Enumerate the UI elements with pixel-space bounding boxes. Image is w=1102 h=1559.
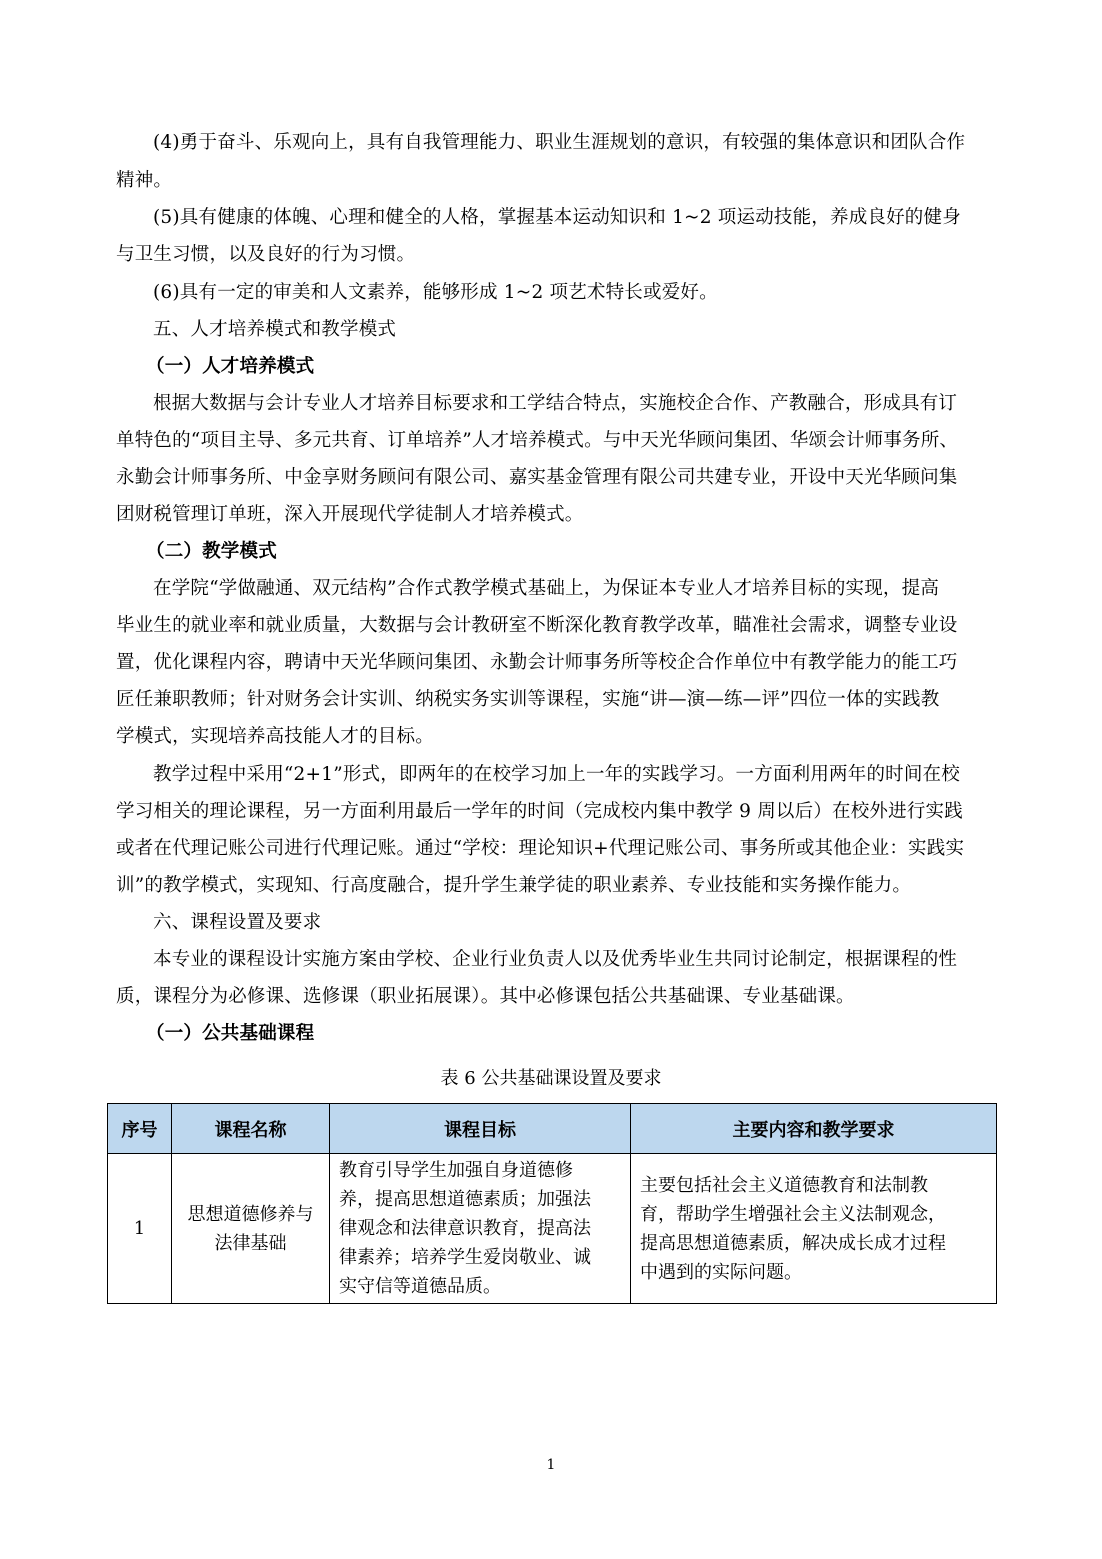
content-line-1: 主要包括社会主义道德教育和法制教 [640,1174,928,1196]
subsection-teaching-model-heading: （二）教学模式 [146,541,277,562]
talent-model-line-2: 单特色的“项目主导、多元共育、订单培养”人才培养模式。与中天光华顾问集团、华颂会计师事务所、 [116,430,959,451]
section-6-heading: 六、课程设置及要求 [153,912,322,933]
teaching-process-line-2: 学习相关的理论课程，另一方面利用最后一学年的时间（完成校内集中教学 9 周以后）在校外进行实践 [116,801,963,822]
paragraph-item-4-line-2: 精神。 [116,170,173,191]
table-row [108,1154,997,1304]
paragraph-item-5-line-1: (5)具有健康的体魄、心理和健全的人格，掌握基本运动知识和 1~2 项运动技能，养成良好的健身 [153,207,961,228]
header-content-requirements: 主要内容和教学要求 [631,1104,997,1154]
goal-line-1: 教育引导学生加强自身道德修 [339,1160,573,1181]
content-line-3: 提高思想道德素质，解决成长成才过程 [640,1232,946,1254]
header-course-name: 课程名称 [172,1104,330,1154]
section-5-heading: 五、人才培养模式和教学模式 [153,319,397,340]
talent-model-line-3: 永勤会计师事务所、中金享财务顾问有限公司、嘉实基金管理有限公司共建专业，开设中天光华顾问集 [116,467,958,488]
paragraph-item-4-line-1: (4)勇于奋斗、乐观向上，具有自我管理能力、职业生涯规划的意识，有较强的集体意识和团队合作 [153,132,966,153]
course-name-line-1: 思想道德修养与 [187,1203,314,1225]
header-course-goal: 课程目标 [330,1104,631,1154]
teaching-model-line-5: 学模式，实现培养高技能人才的目标。 [116,726,434,747]
subsection-public-courses-heading: （一）公共基础课程 [146,1023,315,1044]
course-name-line-2: 法律基础 [214,1232,287,1254]
course-setting-line-1: 本专业的课程设计实施方案由学校、企业行业负责人以及优秀毕业生共同讨论制定，根据课程的性 [153,949,958,970]
content-line-2: 育，帮助学生增强社会主义法制观念， [640,1203,946,1225]
cell-content-requirements [631,1154,997,1304]
teaching-model-line-1: 在学院“学做融通、双元结构”合作式教学模式基础上，为保证本专业人才培养目标的实现，提高 [153,578,940,599]
table-caption: 表 6 公共基础课设置及要求 [440,1068,662,1089]
subsection-talent-model-heading: （一）人才培养模式 [146,356,315,377]
page-number: 1 [546,1457,556,1473]
teaching-model-line-4: 匠任兼职教师；针对财务会计实训、纳税实务实训等课程，实施“讲—演—练—评”四位一体的实践教 [116,689,940,710]
public-course-table [107,1103,997,1304]
cell-no: 1 [108,1154,172,1304]
teaching-process-line-1: 教学过程中采用“2+1”形式，即两年的在校学习加上一年的实践学习。一方面利用两年的时间在校 [153,764,960,785]
teaching-model-line-2: 毕业生的就业率和就业质量，大数据与会计教研室不断深化教育教学改革，瞄准社会需求，调整专业设 [116,615,958,636]
talent-model-line-4: 团财税管理订单班，深入开展现代学徒制人才培养模式。 [116,504,584,525]
goal-line-5: 实守信等道德品质。 [339,1276,501,1297]
cell-course-goal [330,1154,631,1304]
goal-line-4: 律素养；培养学生爱岗敬业、诚 [339,1247,591,1268]
talent-model-line-1: 根据大数据与会计专业人才培养目标要求和工学结合特点，实施校企合作、产教融合，形成具有订 [153,393,958,414]
teaching-model-line-3: 置，优化课程内容，聘请中天光华顾问集团、永勤会计师事务所等校企合作单位中有教学能力的能工巧 [116,652,958,673]
content-line-4: 中遇到的实际问题。 [640,1261,802,1283]
goal-line-2: 养，提高思想道德素质；加强法 [339,1189,591,1210]
header-no: 序号 [108,1104,172,1154]
paragraph-item-6: (6)具有一定的审美和人文素养，能够形成 1~2 项艺术特长或爱好。 [153,282,718,303]
table-header-row [108,1104,997,1154]
teaching-process-line-3: 或者在代理记账公司进行代理记账。通过“学校：理论知识+代理记账公司、事务所或其他企业：实践实 [116,838,965,859]
teaching-process-line-4: 训”的教学模式，实现知、行高度融合，提升学生兼学徒的职业素养、专业技能和实务操作能力。 [116,875,912,896]
cell-course-name [172,1154,330,1304]
goal-line-3: 律观念和法律意识教育，提高法 [339,1218,591,1239]
paragraph-item-5-line-2: 与卫生习惯，以及良好的行为习惯。 [116,244,416,265]
course-setting-line-2: 质，课程分为必修课、选修课（职业拓展课）。其中必修课包括公共基础课、专业基础课。 [116,986,855,1007]
